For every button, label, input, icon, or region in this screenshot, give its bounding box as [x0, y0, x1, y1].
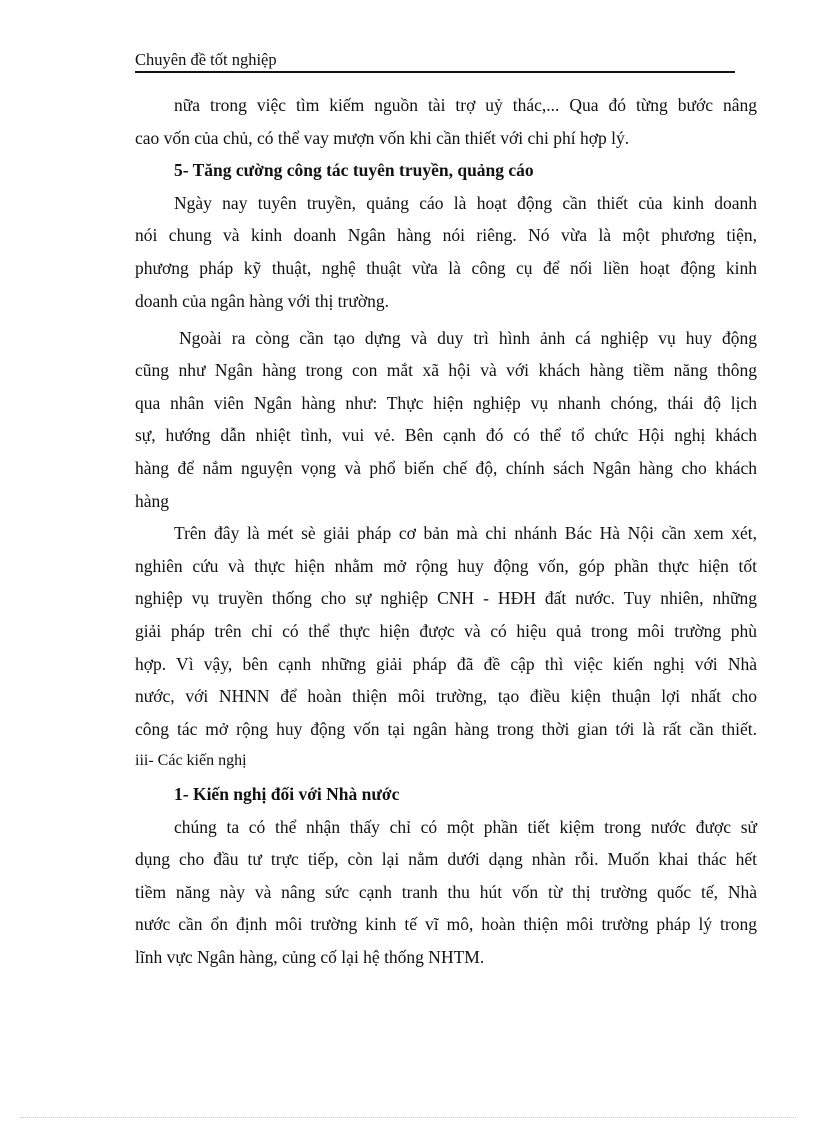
body-line: cao vốn của chủ, có thể vay mượn vốn khi cần thiết với chi phí hợp lý. — [135, 127, 630, 148]
body-line: Ngoài ra còng cần tạo dựng và duy trì hình ảnh cá nghiệp vụ huy động — [179, 327, 757, 348]
body-line: doanh của ngân hàng với thị trường. — [135, 290, 389, 311]
body-line: nghiệp vụ truyền thống cho sự nghiệp CNH - HĐH đất nước. Tuy nhiên, những — [135, 588, 757, 609]
body-line: nước, với NHNN để hoàn thiện môi trường, tạo điều kiện thuận lợi nhất cho — [135, 686, 757, 707]
section-heading: 1- Kiến nghị đối với Nhà nước — [174, 783, 400, 804]
body-line: tiềm năng này và nâng sức cạnh tranh thu hút vốn từ thị trường quốc tế, Nhà — [135, 881, 757, 902]
body-line: nói chung và kinh doanh Ngân hàng nói riêng. Nó vừa là một phương tiện, — [135, 225, 757, 246]
document-body — [135, 89, 757, 974]
body-line: Trên đây là mét sè giải pháp cơ bản mà chi nhánh Bác Hà Nội cần xem xét, — [174, 523, 757, 544]
section-heading: 5- Tăng cường công tác tuyên truyền, quảng cáo — [174, 160, 534, 181]
page-bottom-border — [20, 1117, 796, 1118]
page-header: Chuyên đề tốt nghiệp — [135, 49, 735, 73]
body-line: hàng — [135, 490, 170, 511]
body-line: công tác mở rộng huy động vốn tại ngân hàng trong thời gian tới là rất cần thiết. — [135, 718, 757, 739]
body-line: cũng như Ngân hàng trong con mắt xã hội và với khách hàng tiềm năng thông — [135, 360, 757, 381]
body-line: Ngày nay tuyên truyền, quảng cáo là hoạt động cần thiết của kinh doanh — [174, 192, 757, 213]
body-line: dụng cho đầu tư trực tiếp, còn lại nằm dưới dạng nhàn rỗi. Muốn khai thác hết — [135, 849, 757, 870]
body-line: nghiên cứu và thực hiện nhằm mở rộng huy động vốn, góp phần thực hiện tốt — [135, 555, 757, 576]
body-line: hợp. Vì vậy, bên cạnh những giải pháp đã đề cập thì việc kiến nghị với Nhà — [135, 653, 757, 674]
body-line: nước cần ổn định môi trường kinh tế vĩ mô, hoàn thiện môi trường pháp lý trong — [135, 914, 757, 935]
body-line: qua nhân viên Ngân hàng như: Thực hiện nghiệp vụ nhanh chóng, thái độ lịch — [135, 392, 757, 413]
body-line: nữa trong việc tìm kiếm nguồn tài trợ uỷ thác,... Qua đó từng bước nâng — [174, 95, 757, 115]
body-line: phương pháp kỹ thuật, nghệ thuật vừa là công cụ để nối liền hoạt động kinh — [135, 257, 757, 278]
body-line: chúng ta có thể nhận thấy chỉ có một phần tiết kiệm trong nước được sử — [174, 816, 757, 837]
body-line: hàng để nắm nguyện vọng và phổ biến chế độ, chính sách Ngân hàng cho khách — [135, 458, 757, 479]
body-line: lĩnh vực Ngân hàng, củng cố lại hệ thống NHTM. — [135, 946, 485, 967]
body-line: giải pháp trên chỉ có thể thực hiện được và có hiệu quả trong môi trường phù — [135, 621, 757, 641]
body-line: sự, hướng dẫn nhiệt tình, vui vẻ. Bên cạnh đó có thể tổ chức Hội nghị khách — [135, 425, 757, 446]
section-title: iii- Các kiến nghị — [135, 752, 247, 770]
